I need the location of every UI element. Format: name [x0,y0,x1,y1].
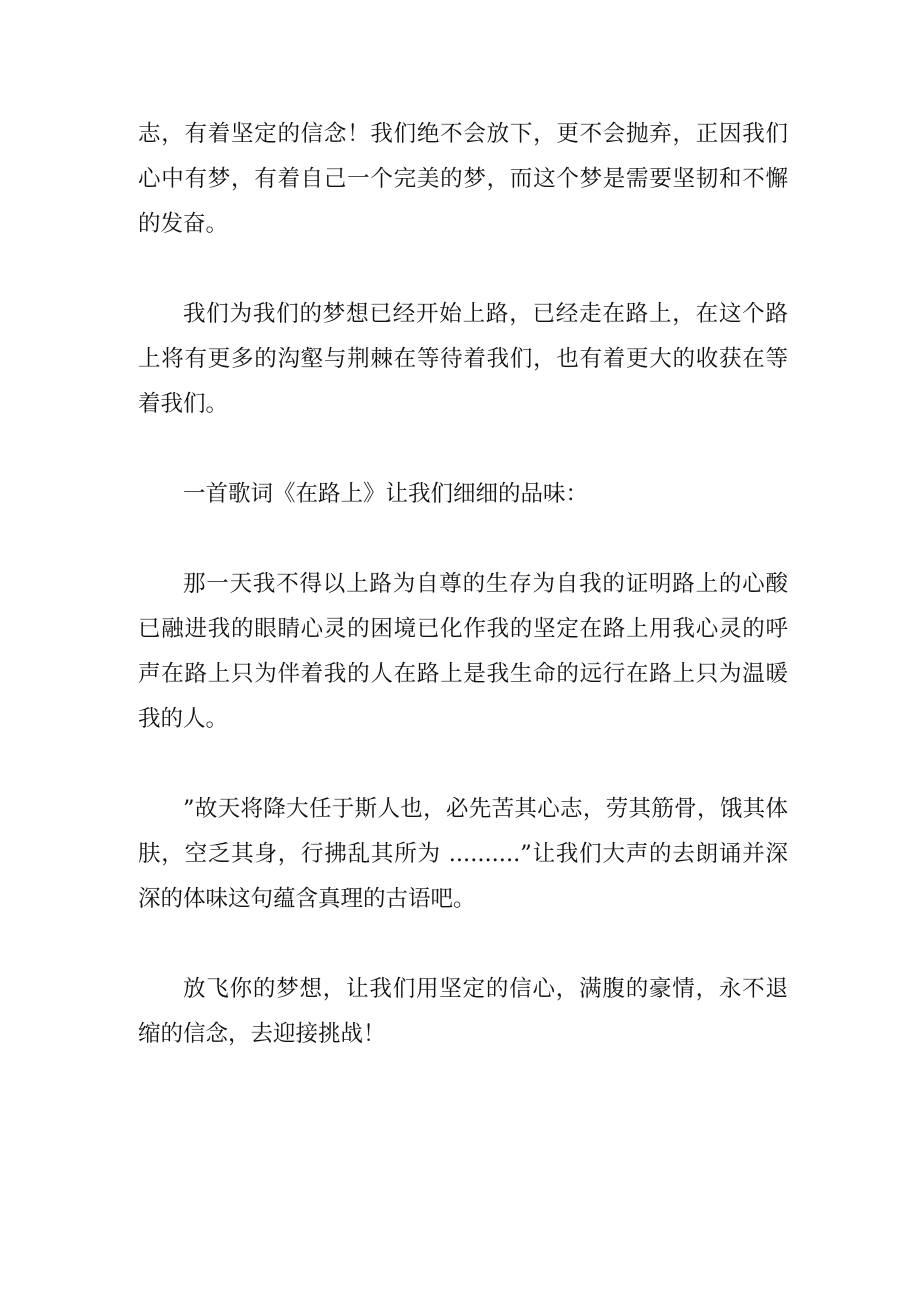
paragraph-song-lyrics: 那一天我不得以上路为自尊的生存为自我的证明路上的心酸已融进我的眼睛心灵的困境已化作我的坚定在路上用我心灵的呼声在路上只为伴着我的人在路上是我生命的远行在路上只为温暖我的人。 [138,571,788,732]
paragraph-continuation: 志，有着坚定的信念！我们绝不会放下，更不会抛弃，正因我们心中有梦，有着自己一个完美的梦，而这个梦是需要坚韧和不懈的发奋。 [138,121,788,237]
document-body [138,112,788,1057]
paragraph-on-the-road: 我们为我们的梦想已经开始上路，已经走在路上，在这个路上将有更多的沟壑与荆棘在等待着我们，也有着更大的收获在等着我们。 [138,301,788,417]
paragraph-closing: 放飞你的梦想，让我们用坚定的信心，满腹的豪情，永不退缩的信念，去迎接挑战！ [138,976,788,1047]
paragraph-classical-quote: ”故天将降大任于斯人也，必先苦其心志，劳其筋骨，饿其体肤，空乏其身，行拂乱其所为 ..........”让我们大声的去朗诵并深深的体味这句蕴含真理的古语吧。 [138,796,788,912]
paragraph-song-intro: 一首歌词《在路上》让我们细细的品味： [183,481,589,507]
